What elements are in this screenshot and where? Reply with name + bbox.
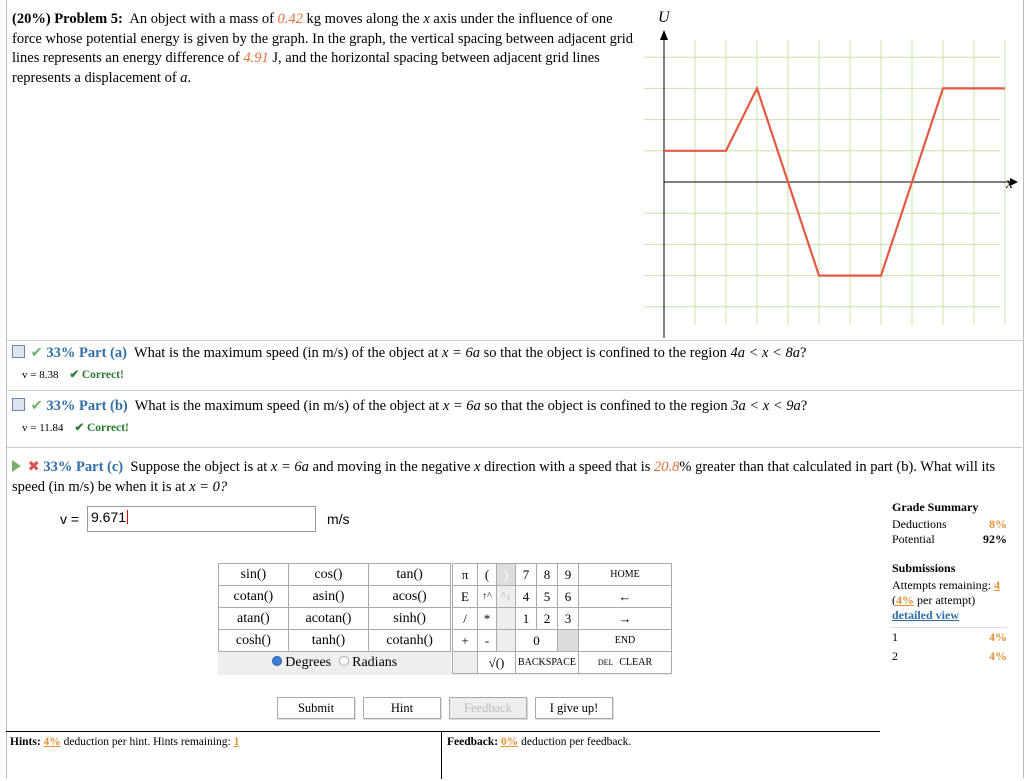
question-text: so that the object is confined to the region: [483, 345, 727, 361]
function-keypad: [218, 563, 451, 675]
submission-row: [892, 627, 1007, 645]
problem-text: kg moves along the: [306, 11, 420, 27]
submission-number: 1: [892, 630, 898, 644]
detailed-view-link[interactable]: detailed view: [892, 608, 959, 622]
radians-label: Radians: [352, 655, 398, 670]
digit-0[interactable]: 0: [516, 630, 558, 652]
question-text: x = 6a: [270, 459, 309, 475]
del-label[interactable]: DEL: [597, 658, 614, 667]
question-text: 3a < x < 9a: [731, 398, 801, 414]
down-button[interactable]: ^↓: [497, 586, 516, 608]
potential-row: [892, 532, 1007, 547]
part-b-answer: [22, 420, 129, 434]
problem-statement: [12, 10, 642, 88]
cos-button[interactable]: cos(): [288, 564, 368, 586]
per-attempt-pct: 4%: [896, 593, 914, 607]
hint-button[interactable]: Hint: [363, 697, 441, 719]
right-arrow-button[interactable]: →: [579, 608, 672, 630]
answer-input-value: 9.671: [91, 509, 127, 525]
question-text: x = 6a: [442, 398, 481, 414]
blank-key: [497, 630, 516, 652]
attempts-row: [892, 578, 1007, 593]
digit-7[interactable]: 7: [516, 564, 537, 586]
check-icon: ✔: [30, 345, 43, 361]
feedback-label: Feedback:: [447, 736, 499, 748]
digit-2[interactable]: 2: [537, 608, 558, 630]
y-axis-arrow: [660, 30, 668, 40]
problem-text: An object with a mass of: [129, 11, 274, 27]
text-cursor: [127, 510, 128, 524]
submission-deduction: 4%: [989, 630, 1007, 644]
question-text: What is the maximum speed (in m/s) of the object at: [134, 398, 440, 414]
submission-row: [892, 649, 1007, 664]
mass-value: 0.42: [277, 11, 303, 27]
digit-9[interactable]: 9: [558, 564, 579, 586]
submission-number: 2: [892, 649, 898, 663]
submission-deduction: 4%: [989, 649, 1007, 663]
part-b: [12, 398, 807, 415]
sinh-button[interactable]: sinh(): [369, 608, 451, 630]
x-axis-label: x: [1006, 175, 1014, 192]
footer-divider: [6, 731, 880, 732]
question-text: direction with a speed that is: [484, 459, 651, 475]
part-weight: 33%: [46, 345, 76, 361]
problem-text: axis under the influence of one force whose potential energy is given by the graph. In the graph, the vertical spacing between adjacent grid lines represents an energy difference of: [12, 11, 633, 66]
part-label: Part (a): [79, 345, 127, 361]
plus-button[interactable]: +: [453, 630, 478, 652]
end-button[interactable]: END: [579, 630, 672, 652]
problem-label: Problem 5:: [54, 11, 123, 27]
deductions-row: [892, 517, 1007, 532]
open-paren-button[interactable]: (: [478, 564, 497, 586]
digit-5[interactable]: 5: [537, 586, 558, 608]
acos-button[interactable]: acos(): [369, 586, 451, 608]
submissions-panel: [892, 561, 1007, 664]
footer-split: [441, 731, 442, 779]
deductions-label: Deductions: [892, 517, 947, 531]
cotanh-button[interactable]: cotanh(): [369, 630, 451, 652]
cotan-button[interactable]: cotan(): [219, 586, 289, 608]
question-text: What is the maximum speed (in m/s) of the object at: [133, 345, 439, 361]
potential-energy-graph: [640, 0, 1024, 340]
numeric-keypad: [452, 563, 672, 675]
atan-button[interactable]: atan(): [219, 608, 289, 630]
clear-label[interactable]: CLEAR: [619, 657, 653, 668]
question-text: % greater than that calculated in part (b). What will its speed (in m/s) be when it is at: [12, 459, 996, 495]
clear-button[interactable]: [579, 652, 672, 674]
answer-value: v = 8.38: [22, 369, 59, 381]
divide-button[interactable]: /: [453, 608, 478, 630]
part-c: [12, 457, 1002, 497]
correct-icon: ✔: [69, 369, 80, 381]
question-text: x = 6a: [442, 345, 480, 361]
part-weight: 33%: [43, 459, 73, 475]
per-attempt-text: per attempt): [917, 593, 976, 607]
left-arrow-button[interactable]: ←: [579, 586, 672, 608]
angle-mode: [218, 655, 451, 671]
blank-key: [453, 652, 478, 674]
question-text: ?: [800, 398, 808, 414]
e-button[interactable]: E: [453, 586, 478, 608]
digit-1[interactable]: 1: [516, 608, 537, 630]
part-label: Part (c): [76, 459, 124, 475]
minus-button[interactable]: -: [478, 630, 497, 652]
problem-text: x: [423, 11, 430, 27]
potential-value: 92%: [983, 532, 1007, 546]
submit-button[interactable]: Submit: [277, 697, 355, 719]
question-text: so that the object is confined to the region: [484, 398, 728, 414]
acotan-button[interactable]: acotan(): [288, 608, 368, 630]
part-a-answer: [22, 367, 124, 381]
attempts-value: 4: [993, 578, 1000, 592]
collapse-icon[interactable]: [12, 345, 25, 358]
grade-summary-title: Grade Summary: [892, 500, 979, 514]
cosh-button[interactable]: cosh(): [219, 630, 289, 652]
feedback-info: [447, 736, 631, 748]
grade-summary: [892, 500, 1007, 547]
question-text: x = 0?: [189, 479, 228, 495]
give-up-button[interactable]: I give up!: [535, 697, 613, 719]
close-paren-button[interactable]: ): [497, 564, 516, 586]
problem-text: .: [187, 69, 192, 86]
collapse-icon[interactable]: [12, 398, 25, 411]
up-button[interactable]: ↑^: [478, 586, 497, 608]
answer-input[interactable]: [87, 506, 316, 532]
submissions-title: Submissions: [892, 561, 956, 575]
question-text: and moving in the negative: [312, 459, 471, 475]
blank-key: [497, 608, 516, 630]
check-icon: ✔: [30, 398, 43, 414]
tanh-button[interactable]: tanh(): [288, 630, 368, 652]
question-text: 4a < x < 8a: [730, 345, 800, 361]
tan-button[interactable]: tan(): [369, 564, 451, 586]
y-axis-label: U: [658, 9, 670, 26]
problem-text: a: [180, 69, 188, 86]
answer-label: v =: [60, 511, 80, 527]
hints-label: Hints:: [10, 736, 41, 748]
sin-button[interactable]: sin(): [219, 564, 289, 586]
feedback-text: deduction per feedback.: [521, 736, 632, 748]
problem-text: J, and the horizontal spacing between adjacent grid lines represents a displacement of: [12, 50, 600, 86]
dot-button[interactable]: [558, 630, 579, 652]
part-weight: 33%: [46, 398, 76, 414]
digit-4[interactable]: 4: [516, 586, 537, 608]
hints-info: [10, 736, 239, 748]
radians-radio[interactable]: [339, 656, 349, 666]
part-a: [12, 345, 806, 362]
sqrt-button[interactable]: √(): [478, 652, 516, 674]
hints-pct: 4%: [43, 736, 61, 748]
function-table: [218, 563, 451, 652]
keypad-table: [452, 563, 672, 674]
cross-icon: ✖: [27, 459, 40, 475]
digit-6[interactable]: 6: [558, 586, 579, 608]
unit-label: m/s: [327, 511, 350, 527]
digit-8[interactable]: 8: [537, 564, 558, 586]
expand-icon[interactable]: [12, 460, 21, 472]
percent-value: 20.8: [654, 459, 680, 475]
problem-weight: (20%): [12, 11, 51, 27]
hints-text: deduction per hint. Hints remaining:: [63, 736, 231, 748]
question-text: Suppose the object is at: [130, 459, 268, 475]
status-text: Correct!: [81, 369, 124, 381]
question-text: ?: [799, 345, 807, 361]
asin-button[interactable]: asin(): [288, 586, 368, 608]
correct-icon: ✔: [74, 422, 85, 434]
status-text: Correct!: [86, 422, 129, 434]
energy-value: 4.91: [243, 50, 269, 66]
digit-3[interactable]: 3: [558, 608, 579, 630]
feedback-button[interactable]: Feedback: [449, 697, 527, 719]
degrees-label: Degrees: [285, 655, 332, 670]
hints-remaining: 1: [233, 736, 240, 748]
question-text: x: [474, 459, 481, 475]
attempts-label: Attempts remaining:: [892, 578, 991, 592]
degrees-radio[interactable]: [272, 656, 282, 666]
backspace-button[interactable]: BACKSPACE: [516, 652, 579, 674]
per-attempt-row: (4% per attempt): [892, 593, 976, 607]
multiply-button[interactable]: *: [478, 608, 497, 630]
feedback-pct: 0%: [500, 736, 519, 748]
deductions-value: 8%: [989, 517, 1007, 531]
answer-value: v = 11.84: [22, 422, 64, 434]
potential-label: Potential: [892, 532, 935, 546]
part-label: Part (b): [79, 398, 128, 414]
home-button[interactable]: HOME: [579, 564, 672, 586]
pi-button[interactable]: π: [453, 564, 478, 586]
